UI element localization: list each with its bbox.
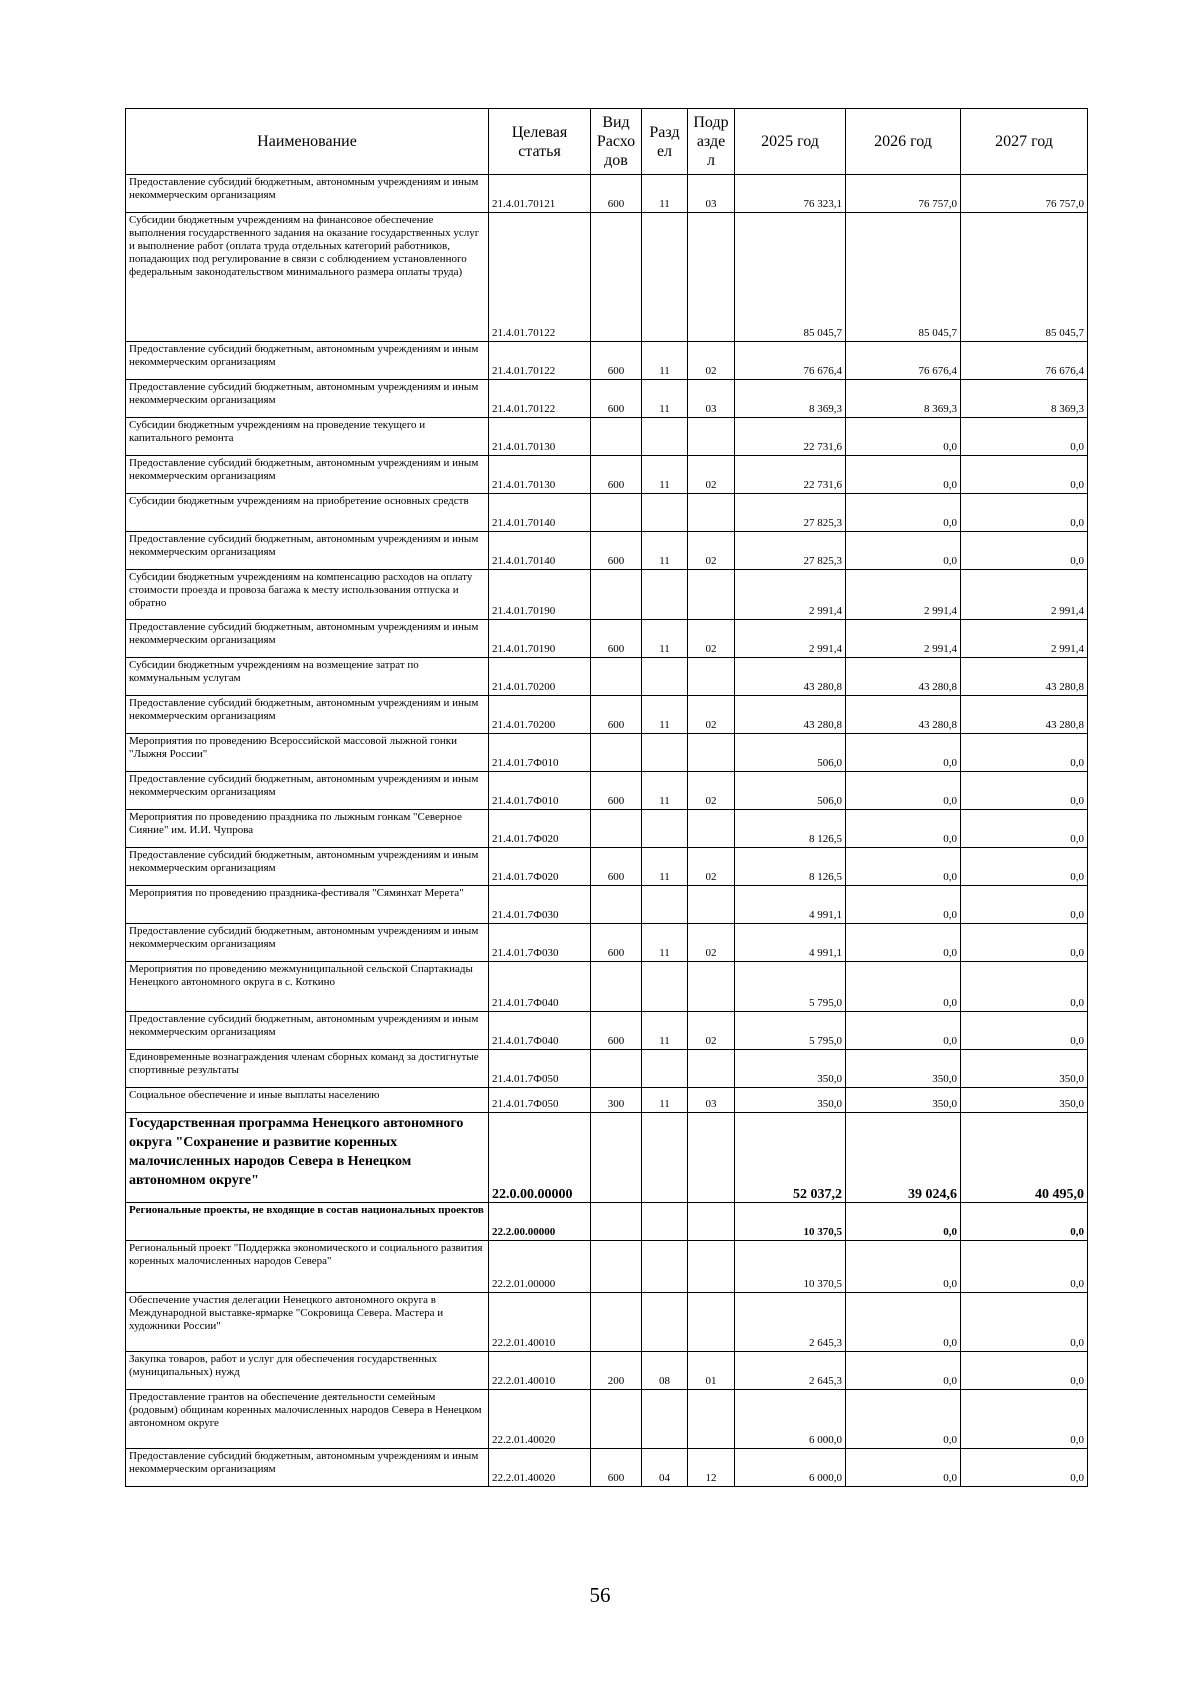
table-row xyxy=(126,1449,1088,1487)
cell-name: Предоставление субсидий бюджетным, автономным учреждениям и иным некоммерческим организациям xyxy=(126,620,489,658)
cell-name: Предоставление субсидий бюджетным, автономным учреждениям и иным некоммерческим организациям xyxy=(126,1449,489,1487)
cell-2027: 76 757,0 xyxy=(961,175,1088,213)
cell-name: Социальное обеспечение и иные выплаты населению xyxy=(126,1088,489,1113)
table-row xyxy=(126,1012,1088,1050)
table-row xyxy=(126,1352,1088,1390)
cell-target: 21.4.01.70130 xyxy=(489,418,591,456)
cell-target: 21.4.01.70200 xyxy=(489,658,591,696)
cell-2027: 350,0 xyxy=(961,1088,1088,1113)
cell-expense-type xyxy=(591,962,642,1012)
cell-target: 21.4.01.7Ф040 xyxy=(489,1012,591,1050)
cell-2025: 22 731,6 xyxy=(735,418,846,456)
cell-2027: 0,0 xyxy=(961,1241,1088,1293)
cell-section: 11 xyxy=(642,772,688,810)
cell-2025: 27 825,3 xyxy=(735,532,846,570)
table-body xyxy=(126,175,1088,1487)
cell-target: 22.2.01.40020 xyxy=(489,1390,591,1449)
cell-expense-type xyxy=(591,734,642,772)
cell-subsection xyxy=(688,658,735,696)
cell-2026: 8 369,3 xyxy=(846,380,961,418)
cell-2026: 0,0 xyxy=(846,1449,961,1487)
cell-2027: 0,0 xyxy=(961,962,1088,1012)
cell-name: Мероприятия по проведению межмуниципальной сельской Спартакиады Ненецкого автономного округа в с. Коткино xyxy=(126,962,489,1012)
cell-subsection: 02 xyxy=(688,1012,735,1050)
cell-subsection: 01 xyxy=(688,1352,735,1390)
cell-name: Мероприятия по проведению праздника по лыжным гонкам "Северное Сияние" им. И.И. Чупрова xyxy=(126,810,489,848)
cell-name: Государственная программа Ненецкого автономного округа "Сохранение и развитие коренных малочисленных народов Севера в Ненецком автономном округе" xyxy=(126,1113,489,1203)
cell-2025: 4 991,1 xyxy=(735,924,846,962)
cell-2025: 350,0 xyxy=(735,1088,846,1113)
cell-subsection: 03 xyxy=(688,380,735,418)
cell-target: 21.4.01.70190 xyxy=(489,620,591,658)
table-row xyxy=(126,658,1088,696)
cell-name: Региональные проекты, не входящие в состав национальных проектов xyxy=(126,1203,489,1241)
cell-2026: 0,0 xyxy=(846,886,961,924)
header-name: Наименование xyxy=(126,109,489,175)
cell-2025: 6 000,0 xyxy=(735,1449,846,1487)
cell-name: Субсидии бюджетным учреждениям на финансовое обеспечение выполнения государственного задания на оказание государственных услуг и выполнение работ (оплата труда отдельных категорий работников, попадающих под регулирование в связи с соблюдением установленного федеральным законодательством минимального размера оплаты труда) xyxy=(126,213,489,342)
cell-section xyxy=(642,1241,688,1293)
cell-expense-type xyxy=(591,1113,642,1203)
cell-target: 22.2.01.40020 xyxy=(489,1449,591,1487)
cell-2026: 0,0 xyxy=(846,418,961,456)
table-row xyxy=(126,848,1088,886)
table-row xyxy=(126,962,1088,1012)
cell-name: Предоставление субсидий бюджетным, автономным учреждениям и иным некоммерческим организациям xyxy=(126,456,489,494)
cell-section xyxy=(642,494,688,532)
table-row xyxy=(126,772,1088,810)
table-row xyxy=(126,342,1088,380)
cell-2027: 0,0 xyxy=(961,1352,1088,1390)
cell-name: Закупка товаров, работ и услуг для обеспечения государственных (муниципальных) нужд xyxy=(126,1352,489,1390)
cell-2026: 0,0 xyxy=(846,1390,961,1449)
table-row xyxy=(126,886,1088,924)
table-row xyxy=(126,1050,1088,1088)
cell-expense-type: 600 xyxy=(591,175,642,213)
cell-subsection xyxy=(688,1293,735,1352)
cell-target: 21.4.01.7Ф010 xyxy=(489,772,591,810)
cell-expense-type xyxy=(591,570,642,620)
cell-2027: 43 280,8 xyxy=(961,696,1088,734)
cell-expense-type xyxy=(591,1293,642,1352)
cell-2026: 0,0 xyxy=(846,810,961,848)
cell-subsection xyxy=(688,886,735,924)
cell-section: 11 xyxy=(642,380,688,418)
cell-section: 04 xyxy=(642,1449,688,1487)
cell-2027: 0,0 xyxy=(961,418,1088,456)
cell-expense-type: 600 xyxy=(591,696,642,734)
cell-target: 21.4.01.70121 xyxy=(489,175,591,213)
cell-2025: 2 991,4 xyxy=(735,570,846,620)
table-row xyxy=(126,620,1088,658)
cell-2025: 8 126,5 xyxy=(735,848,846,886)
table-row xyxy=(126,1203,1088,1241)
cell-subsection xyxy=(688,810,735,848)
cell-2027: 0,0 xyxy=(961,1390,1088,1449)
cell-subsection: 03 xyxy=(688,1088,735,1113)
cell-2026: 39 024,6 xyxy=(846,1113,961,1203)
cell-target: 21.4.01.70140 xyxy=(489,532,591,570)
cell-section xyxy=(642,658,688,696)
cell-2027: 0,0 xyxy=(961,1449,1088,1487)
cell-subsection: 02 xyxy=(688,772,735,810)
cell-2025: 22 731,6 xyxy=(735,456,846,494)
cell-2025: 85 045,7 xyxy=(735,213,846,342)
cell-2025: 6 000,0 xyxy=(735,1390,846,1449)
cell-2025: 43 280,8 xyxy=(735,658,846,696)
cell-subsection xyxy=(688,570,735,620)
cell-subsection: 02 xyxy=(688,924,735,962)
cell-name: Мероприятия по проведению Всероссийской массовой лыжной гонки "Лыжня России" xyxy=(126,734,489,772)
cell-name: Предоставление субсидий бюджетным, автономным учреждениям и иным некоммерческим организациям xyxy=(126,342,489,380)
cell-2025: 76 323,1 xyxy=(735,175,846,213)
cell-section: 11 xyxy=(642,620,688,658)
cell-subsection xyxy=(688,494,735,532)
cell-2026: 43 280,8 xyxy=(846,696,961,734)
cell-target: 21.4.01.70122 xyxy=(489,342,591,380)
cell-section xyxy=(642,1390,688,1449)
cell-target: 22.2.01.40010 xyxy=(489,1293,591,1352)
cell-2025: 2 991,4 xyxy=(735,620,846,658)
cell-expense-type: 200 xyxy=(591,1352,642,1390)
cell-expense-type xyxy=(591,1390,642,1449)
cell-subsection: 02 xyxy=(688,342,735,380)
cell-expense-type: 600 xyxy=(591,380,642,418)
table-row xyxy=(126,213,1088,342)
cell-2026: 0,0 xyxy=(846,924,961,962)
cell-section xyxy=(642,810,688,848)
cell-expense-type xyxy=(591,886,642,924)
cell-target: 21.4.01.7Ф050 xyxy=(489,1088,591,1113)
cell-2025: 8 126,5 xyxy=(735,810,846,848)
cell-section xyxy=(642,1293,688,1352)
cell-expense-type: 600 xyxy=(591,772,642,810)
cell-target: 21.4.01.7Ф040 xyxy=(489,962,591,1012)
cell-2025: 8 369,3 xyxy=(735,380,846,418)
cell-2027: 0,0 xyxy=(961,810,1088,848)
cell-name: Субсидии бюджетным учреждениям на приобретение основных средств xyxy=(126,494,489,532)
cell-2027: 8 369,3 xyxy=(961,380,1088,418)
header-section: Разд ел xyxy=(642,109,688,175)
cell-name: Предоставление субсидий бюджетным, автономным учреждениям и иным некоммерческим организациям xyxy=(126,696,489,734)
cell-2025: 2 645,3 xyxy=(735,1352,846,1390)
budget-table-container xyxy=(125,108,1088,1487)
cell-2026: 0,0 xyxy=(846,1352,961,1390)
cell-section xyxy=(642,734,688,772)
cell-expense-type xyxy=(591,658,642,696)
cell-2027: 0,0 xyxy=(961,772,1088,810)
cell-name: Предоставление субсидий бюджетным, автономным учреждениям и иным некоммерческим организациям xyxy=(126,848,489,886)
cell-subsection: 02 xyxy=(688,532,735,570)
cell-expense-type: 600 xyxy=(591,848,642,886)
budget-table xyxy=(125,108,1088,1487)
cell-2026: 350,0 xyxy=(846,1050,961,1088)
cell-section: 11 xyxy=(642,696,688,734)
cell-expense-type xyxy=(591,1050,642,1088)
cell-expense-type: 600 xyxy=(591,532,642,570)
cell-name: Субсидии бюджетным учреждениям на возмещение затрат по коммунальным услугам xyxy=(126,658,489,696)
cell-2027: 0,0 xyxy=(961,456,1088,494)
table-row xyxy=(126,532,1088,570)
cell-2026: 0,0 xyxy=(846,848,961,886)
cell-target: 22.2.00.00000 xyxy=(489,1203,591,1241)
cell-2026: 0,0 xyxy=(846,1241,961,1293)
cell-subsection xyxy=(688,1390,735,1449)
cell-expense-type xyxy=(591,1241,642,1293)
cell-section xyxy=(642,1203,688,1241)
header-subsection: Подр азде л xyxy=(688,109,735,175)
cell-expense-type: 600 xyxy=(591,924,642,962)
cell-target: 21.4.01.70140 xyxy=(489,494,591,532)
cell-2027: 0,0 xyxy=(961,532,1088,570)
cell-2027: 76 676,4 xyxy=(961,342,1088,380)
cell-2026: 0,0 xyxy=(846,532,961,570)
cell-2025: 52 037,2 xyxy=(735,1113,846,1203)
cell-2027: 0,0 xyxy=(961,1293,1088,1352)
cell-target: 22.2.01.00000 xyxy=(489,1241,591,1293)
cell-2027: 85 045,7 xyxy=(961,213,1088,342)
page-number: 56 xyxy=(589,1583,611,1607)
table-row xyxy=(126,456,1088,494)
cell-2026: 2 991,4 xyxy=(846,620,961,658)
cell-name: Предоставление субсидий бюджетным, автономным учреждениям и иным некоммерческим организациям xyxy=(126,924,489,962)
cell-2025: 10 370,5 xyxy=(735,1241,846,1293)
cell-2025: 4 991,1 xyxy=(735,886,846,924)
cell-2025: 76 676,4 xyxy=(735,342,846,380)
cell-2026: 2 991,4 xyxy=(846,570,961,620)
table-row xyxy=(126,1293,1088,1352)
table-row xyxy=(126,380,1088,418)
cell-2025: 506,0 xyxy=(735,734,846,772)
cell-section xyxy=(642,213,688,342)
cell-section: 11 xyxy=(642,175,688,213)
cell-name: Предоставление субсидий бюджетным, автономным учреждениям и иным некоммерческим организациям xyxy=(126,380,489,418)
cell-2025: 43 280,8 xyxy=(735,696,846,734)
cell-2026: 0,0 xyxy=(846,1293,961,1352)
cell-expense-type: 600 xyxy=(591,620,642,658)
table-row xyxy=(126,924,1088,962)
cell-subsection xyxy=(688,1050,735,1088)
header-2026: 2026 год xyxy=(846,109,961,175)
cell-section: 11 xyxy=(642,924,688,962)
table-row xyxy=(126,1113,1088,1203)
table-row xyxy=(126,1088,1088,1113)
cell-subsection xyxy=(688,213,735,342)
cell-2027: 0,0 xyxy=(961,734,1088,772)
cell-name: Обеспечение участия делегации Ненецкого автономного округа в Международной выставке-ярмарке "Сокровища Севера. Мастера и художники России" xyxy=(126,1293,489,1352)
header-2025: 2025 год xyxy=(735,109,846,175)
cell-section: 08 xyxy=(642,1352,688,1390)
table-row xyxy=(126,175,1088,213)
cell-name: Единовременные вознаграждения членам сборных команд за достигнутые спортивные результаты xyxy=(126,1050,489,1088)
cell-name: Мероприятия по проведению праздника-фестиваля "Сямянхат Мерета" xyxy=(126,886,489,924)
cell-name: Предоставление субсидий бюджетным, автономным учреждениям и иным некоммерческим организациям xyxy=(126,1012,489,1050)
cell-target: 21.4.01.7Ф020 xyxy=(489,810,591,848)
cell-target: 21.4.01.70190 xyxy=(489,570,591,620)
cell-name: Предоставление субсидий бюджетным, автономным учреждениям и иным некоммерческим организациям xyxy=(126,532,489,570)
cell-2027: 0,0 xyxy=(961,494,1088,532)
cell-subsection xyxy=(688,1203,735,1241)
cell-section: 11 xyxy=(642,342,688,380)
cell-2025: 5 795,0 xyxy=(735,962,846,1012)
cell-2026: 0,0 xyxy=(846,1203,961,1241)
cell-name: Субсидии бюджетным учреждениям на проведение текущего и капитального ремонта xyxy=(126,418,489,456)
table-row xyxy=(126,418,1088,456)
cell-target: 22.0.00.00000 xyxy=(489,1113,591,1203)
cell-section xyxy=(642,418,688,456)
cell-2026: 0,0 xyxy=(846,962,961,1012)
cell-target: 21.4.01.7Ф010 xyxy=(489,734,591,772)
cell-subsection xyxy=(688,1113,735,1203)
table-row xyxy=(126,1390,1088,1449)
table-row xyxy=(126,570,1088,620)
cell-section xyxy=(642,570,688,620)
table-row xyxy=(126,734,1088,772)
cell-expense-type: 600 xyxy=(591,456,642,494)
cell-2026: 350,0 xyxy=(846,1088,961,1113)
cell-2027: 0,0 xyxy=(961,924,1088,962)
cell-expense-type: 600 xyxy=(591,1449,642,1487)
cell-expense-type xyxy=(591,810,642,848)
cell-subsection: 02 xyxy=(688,696,735,734)
cell-2027: 0,0 xyxy=(961,886,1088,924)
cell-subsection xyxy=(688,418,735,456)
cell-name: Региональный проект "Поддержка экономического и социального развития коренных малочисленных народов Севера" xyxy=(126,1241,489,1293)
cell-section: 11 xyxy=(642,1088,688,1113)
cell-expense-type: 300 xyxy=(591,1088,642,1113)
cell-target: 21.4.01.7Ф020 xyxy=(489,848,591,886)
cell-2027: 0,0 xyxy=(961,1203,1088,1241)
cell-name: Предоставление субсидий бюджетным, автономным учреждениям и иным некоммерческим организациям xyxy=(126,175,489,213)
cell-target: 21.4.01.70130 xyxy=(489,456,591,494)
cell-2026: 76 676,4 xyxy=(846,342,961,380)
cell-target: 21.4.01.70200 xyxy=(489,696,591,734)
cell-2025: 506,0 xyxy=(735,772,846,810)
cell-expense-type xyxy=(591,1203,642,1241)
cell-subsection xyxy=(688,962,735,1012)
cell-expense-type: 600 xyxy=(591,1012,642,1050)
cell-2027: 0,0 xyxy=(961,1012,1088,1050)
cell-subsection: 12 xyxy=(688,1449,735,1487)
cell-expense-type xyxy=(591,213,642,342)
header-expense-type: Вид Расхо дов xyxy=(591,109,642,175)
cell-2026: 0,0 xyxy=(846,734,961,772)
cell-target: 21.4.01.70122 xyxy=(489,380,591,418)
table-row xyxy=(126,494,1088,532)
cell-2027: 2 991,4 xyxy=(961,620,1088,658)
cell-subsection xyxy=(688,1241,735,1293)
cell-2026: 0,0 xyxy=(846,772,961,810)
cell-2025: 2 645,3 xyxy=(735,1293,846,1352)
cell-section: 11 xyxy=(642,1012,688,1050)
cell-subsection xyxy=(688,734,735,772)
cell-section xyxy=(642,1050,688,1088)
cell-2025: 10 370,5 xyxy=(735,1203,846,1241)
table-header-row xyxy=(126,109,1088,175)
cell-2027: 43 280,8 xyxy=(961,658,1088,696)
cell-subsection: 02 xyxy=(688,848,735,886)
cell-section: 11 xyxy=(642,848,688,886)
header-target: Целевая статья xyxy=(489,109,591,175)
table-row xyxy=(126,1241,1088,1293)
cell-target: 21.4.01.7Ф030 xyxy=(489,886,591,924)
cell-2025: 350,0 xyxy=(735,1050,846,1088)
cell-target: 21.4.01.7Ф030 xyxy=(489,924,591,962)
cell-name: Субсидии бюджетным учреждениям на компенсацию расходов на оплату стоимости проезда и провоза багажа к месту использования отпуска и обратно xyxy=(126,570,489,620)
cell-2026: 76 757,0 xyxy=(846,175,961,213)
cell-2026: 85 045,7 xyxy=(846,213,961,342)
cell-target: 21.4.01.7Ф050 xyxy=(489,1050,591,1088)
cell-name: Предоставление грантов на обеспечение деятельности семейным (родовым) общинам коренных малочисленных народов Севера в Ненецком автономном округе xyxy=(126,1390,489,1449)
cell-2026: 43 280,8 xyxy=(846,658,961,696)
cell-2027: 350,0 xyxy=(961,1050,1088,1088)
header-2027: 2027 год xyxy=(961,109,1088,175)
cell-2027: 40 495,0 xyxy=(961,1113,1088,1203)
cell-subsection: 02 xyxy=(688,620,735,658)
cell-2027: 2 991,4 xyxy=(961,570,1088,620)
cell-section xyxy=(642,886,688,924)
cell-2026: 0,0 xyxy=(846,456,961,494)
cell-2026: 0,0 xyxy=(846,1012,961,1050)
cell-expense-type: 600 xyxy=(591,342,642,380)
cell-2026: 0,0 xyxy=(846,494,961,532)
cell-expense-type xyxy=(591,418,642,456)
cell-section: 11 xyxy=(642,532,688,570)
cell-target: 22.2.01.40010 xyxy=(489,1352,591,1390)
cell-2025: 5 795,0 xyxy=(735,1012,846,1050)
cell-expense-type xyxy=(591,494,642,532)
cell-2025: 27 825,3 xyxy=(735,494,846,532)
cell-subsection: 02 xyxy=(688,456,735,494)
cell-2027: 0,0 xyxy=(961,848,1088,886)
cell-subsection: 03 xyxy=(688,175,735,213)
cell-section xyxy=(642,962,688,1012)
table-row xyxy=(126,696,1088,734)
cell-section: 11 xyxy=(642,456,688,494)
cell-name: Предоставление субсидий бюджетным, автономным учреждениям и иным некоммерческим организациям xyxy=(126,772,489,810)
cell-target: 21.4.01.70122 xyxy=(489,213,591,342)
cell-section xyxy=(642,1113,688,1203)
table-row xyxy=(126,810,1088,848)
